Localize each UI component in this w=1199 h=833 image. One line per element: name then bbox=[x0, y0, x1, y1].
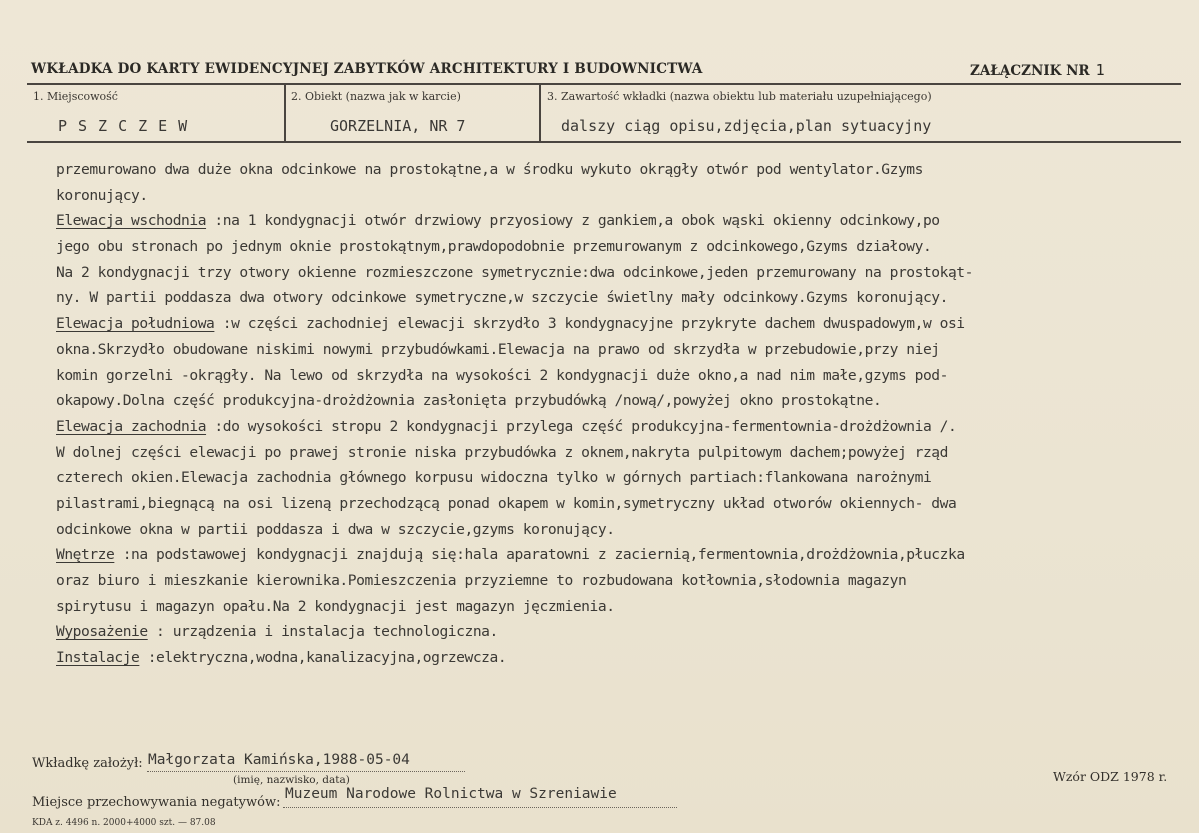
description-text: :na podstawowej kondygnacji znajdują się:hala aparatowni z zaciernią,fermentownia,drożdżownia,płuczka bbox=[114, 546, 965, 564]
description-line bbox=[56, 491, 1191, 517]
description-text: pilastrami,biegnącą na osi lizeną przechodzącą ponad okapem w komin,symetryczny układ otworów okiennych- dwa bbox=[56, 494, 957, 512]
description-line bbox=[56, 157, 1191, 183]
section-heading: Elewacja południowa bbox=[56, 315, 215, 333]
form-code: Wzór ODZ 1978 r. bbox=[1053, 769, 1168, 784]
section-heading: Wyposażenie bbox=[56, 623, 148, 641]
attachment-label bbox=[970, 61, 1105, 79]
description-line bbox=[56, 568, 1191, 594]
description-text: komin gorzelni -okrągły. Na lewo od skrzydła na wysokości 2 kondygnacji duże okno,a nad nim małe,gzyms pod- bbox=[56, 366, 948, 384]
storage-value: Muzeum Narodowe Rolnictwa w Szreniawie bbox=[285, 786, 617, 802]
description-line bbox=[56, 440, 1191, 466]
description-line bbox=[56, 183, 1191, 209]
description-line bbox=[56, 594, 1191, 620]
description-text: oraz biuro i mieszkanie kierownika.Pomieszczenia przyziemne to rozbudowana kotłownia,słodownia magazyn bbox=[56, 572, 907, 589]
description-line bbox=[56, 465, 1191, 491]
storage-label: Miejsce przechowywania negatywów: bbox=[32, 795, 281, 810]
author-value: Małgorzata Kamińska,1988-05-04 bbox=[148, 752, 410, 768]
description-line bbox=[56, 311, 1191, 337]
section-heading: Wnętrze bbox=[56, 546, 115, 564]
description-text: W dolnej części elewacji po prawej stronie niska przybudówka z oknem,nakryta pulpitowym dachem;powyżej rząd bbox=[56, 443, 948, 461]
storage-dotted-line bbox=[283, 807, 677, 808]
description-line bbox=[56, 208, 1191, 234]
fields-rule bbox=[27, 141, 1181, 143]
field-label-object: 2. Obiekt (nazwa jak w karcie) bbox=[291, 90, 461, 103]
field-label-locality: 1. Miejscowość bbox=[33, 90, 118, 103]
header-rule bbox=[27, 83, 1181, 85]
description-line bbox=[56, 260, 1191, 286]
description-text: koronujący. bbox=[56, 186, 148, 204]
description-line bbox=[56, 363, 1191, 389]
description-line bbox=[56, 388, 1191, 414]
author-dotted-line bbox=[147, 771, 465, 772]
description-text: przemurowano dwa duże okna odcinkowe na prostokątne,a w środku wykuto okrągły otwór pod wentylator.Gzyms bbox=[56, 161, 923, 178]
description-text: czterech okien.Elewacja zachodnia głównego korpusu widoczna tylko w górnych partiach:flankowana narożnymi bbox=[56, 469, 932, 487]
description-line bbox=[56, 619, 1191, 645]
description-text: : urządzenia i instalacja technologiczna. bbox=[147, 623, 498, 641]
description-text: odcinkowe okna w partii poddasza i dwa w szczycie,gzyms koronujący. bbox=[56, 520, 615, 538]
author-label: Wkładkę założył: bbox=[32, 756, 143, 771]
description-text: :w części zachodniej elewacji skrzydło 3 kondygnacyjne przykryte dachem dwuspadowym,w osi bbox=[214, 315, 965, 333]
section-heading: Instalacje bbox=[56, 649, 140, 667]
description-line bbox=[56, 234, 1191, 260]
description-text: :do wysokości stropu 2 kondygnacji przylega część produkcyjna-fermentownia-drożdżownia /. bbox=[206, 417, 957, 435]
description-line bbox=[56, 645, 1191, 671]
description-text: jego obu stronach po jednym oknie prostokątnym,prawdopodobnie przemurowanym z odcinkowego,Gzyms działowy. bbox=[56, 238, 932, 256]
description-text: :elektryczna,wodna,kanalizacyjna,ogrzewcza. bbox=[139, 649, 507, 667]
form-title: WKŁADKA DO KARTY EWIDENCYJNEJ ZABYTKÓW ARCHITEKTURY I BUDOWNICTWA bbox=[31, 61, 703, 77]
description-line bbox=[56, 337, 1191, 363]
author-hint: (imię, nazwisko, data) bbox=[233, 774, 350, 786]
description-line bbox=[56, 414, 1191, 440]
description-text: ny. W partii poddasza dwa otwory odcinkowe symetryczne,w szczycie świetlny mały odcinkowy.Gzyms koronujący. bbox=[56, 289, 948, 307]
field-value-locality: PSZCZEW bbox=[58, 117, 199, 135]
section-heading: Elewacja zachodnia bbox=[56, 417, 207, 435]
description-text: okna.Skrzydło obudowane niskimi nowymi przybudówkami.Elewacja na prawo od skrzydła w przebudowie,przy niej bbox=[56, 340, 940, 358]
field-value-object: GORZELNIA, NR 7 bbox=[330, 117, 466, 135]
field-value-contents: dalszy ciąg opisu,zdjęcia,plan sytuacyjny bbox=[561, 117, 932, 135]
description-text: :na 1 kondygnacji otwór drzwiowy przyosiowy z gankiem,a obok wąski okienny odcinkowy,po bbox=[206, 212, 940, 230]
column-divider bbox=[539, 85, 541, 141]
description-line bbox=[56, 517, 1191, 543]
column-divider bbox=[284, 85, 286, 141]
attachment-label-text: ZAŁĄCZNIK NR bbox=[970, 63, 1090, 79]
print-info: KDA z. 4496 n. 2000+4000 szt. — 87.08 bbox=[32, 818, 216, 828]
section-heading: Elewacja wschodnia bbox=[56, 212, 207, 230]
description-text: okapowy.Dolna część produkcyjna-drożdżownia zasłonięta przybudówką /nową/,powyżej okno prostokątne. bbox=[56, 392, 882, 410]
description-body bbox=[56, 157, 1191, 671]
description-line bbox=[56, 542, 1191, 568]
attachment-number: 1 bbox=[1095, 61, 1105, 79]
description-line bbox=[56, 285, 1191, 311]
description-text: Na 2 kondygnacji trzy otwory okienne rozmieszczone symetrycznie:dwa odcinkowe,jeden przemurowany na prostokąt- bbox=[56, 263, 973, 281]
field-label-contents: 3. Zawartość wkładki (nazwa obiektu lub materiału uzupełniającego) bbox=[547, 90, 932, 103]
description-text: spirytusu i magazyn opału.Na 2 kondygnacji jest magazyn jęczmienia. bbox=[56, 597, 615, 615]
